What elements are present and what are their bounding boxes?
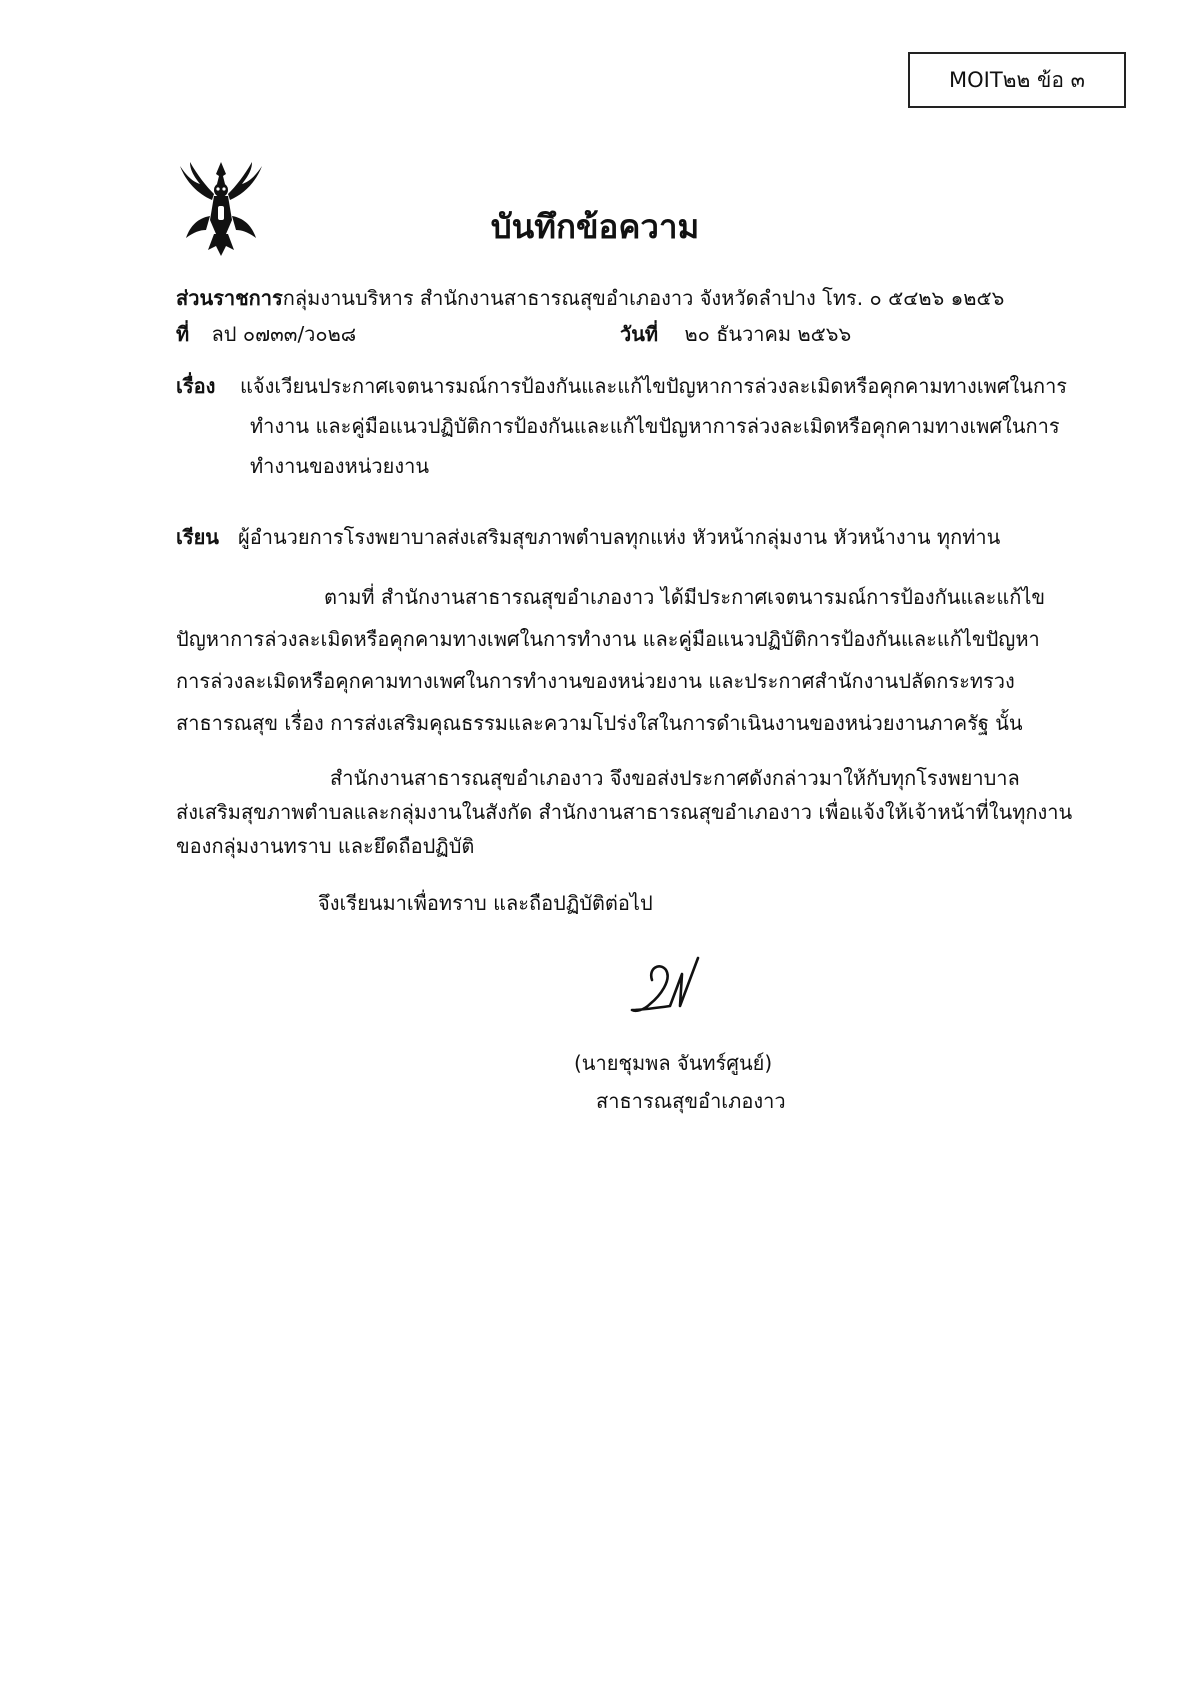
reference-code: MOIT๒๒ ข้อ ๓ <box>948 67 1086 92</box>
paragraph2-line-2: ส่งเสริมสุขภาพตำบลและกลุ่มงานในสังกัด สำนักงานสาธารณสุขอำเภองาว เพื่อแจ้งให้เจ้าหน้าที่ในทุกงาน <box>176 800 1073 824</box>
agency-value: กลุ่มงานบริหาร สำนักงานสาธารณสุขอำเภองาว จังหวัดลำปาง โทร. ๐ ๕๔๒๖ ๑๒๕๖ <box>282 286 1005 310</box>
paragraph1-line-1: ตามที่ สำนักงานสาธารณสุขอำเภองาว ได้มีประกาศเจตนารมณ์การป้องกันและแก้ไข <box>324 585 1046 609</box>
closing-line: จึงเรียนมาเพื่อทราบ และถือปฏิบัติต่อไป <box>318 891 653 915</box>
subject-line-2: ทำงาน และคู่มือแนวปฏิบัติการป้องกันและแก้ไขปัญหาการล่วงละเมิดหรือคุกคามทางเพศในการ <box>250 414 1060 438</box>
handwritten-signature <box>622 952 722 1024</box>
subject-line-3: ทำงานของหน่วยงาน <box>250 454 430 478</box>
number-label: ที่ <box>176 322 190 346</box>
subject-line-1: แจ้งเวียนประกาศเจตนารมณ์การป้องกันและแก้ไขปัญหาการล่วงละเมิดหรือคุกคามทางเพศในการ <box>240 374 1068 398</box>
signer-position: สาธารณสุขอำเภองาว <box>596 1089 786 1113</box>
date-line <box>620 318 851 350</box>
agency-line <box>176 282 1004 314</box>
reference-code-box <box>908 52 1126 108</box>
signer-name: (นายชุมพล จันทร์ศูนย์) <box>574 1051 773 1075</box>
paragraph2-line-1: สำนักงานสาธารณสุขอำเภองาว จึงขอส่งประกาศดังกล่าวมาให้กับทุกโรงพยาบาล <box>330 766 1020 790</box>
document-title: บันทึกข้อความ <box>490 207 700 246</box>
paragraph1-line-3: การล่วงละเมิดหรือคุกคามทางเพศในการทำงานของหน่วยงาน และประกาศสำนักงานปลัดกระทรวง <box>176 669 1015 693</box>
agency-label: ส่วนราชการ <box>176 286 283 310</box>
number-value: ลป ๐๗๓๓/ว๐๒๘ <box>211 322 357 346</box>
number-line <box>176 318 356 350</box>
subject-label: เรื่อง <box>176 374 216 398</box>
paragraph1-line-4: สาธารณสุข เรื่อง การส่งเสริมคุณธรรมและความโปร่งใสในการดำเนินงานของหน่วยงานภาครัฐ นั้น <box>176 711 1023 735</box>
paragraph1-line-2: ปัญหาการล่วงละเมิดหรือคุกคามทางเพศในการทำงาน และคู่มือแนวปฏิบัติการป้องกันและแก้ไขปัญหา <box>176 627 1040 651</box>
paragraph2-line-3: ของกลุ่มงานทราบ และยึดถือปฏิบัติ <box>176 834 475 858</box>
addressee-label: เรียน <box>176 525 219 549</box>
date-value: ๒๐ ธันวาคม ๒๕๖๖ <box>684 322 852 346</box>
addressee-value: ผู้อำนวยการโรงพยาบาลส่งเสริมสุขภาพตำบลทุกแห่ง หัวหน้ากลุ่มงาน หัวหน้างาน ทุกท่าน <box>238 525 1001 549</box>
date-label: วันที่ <box>620 322 659 346</box>
